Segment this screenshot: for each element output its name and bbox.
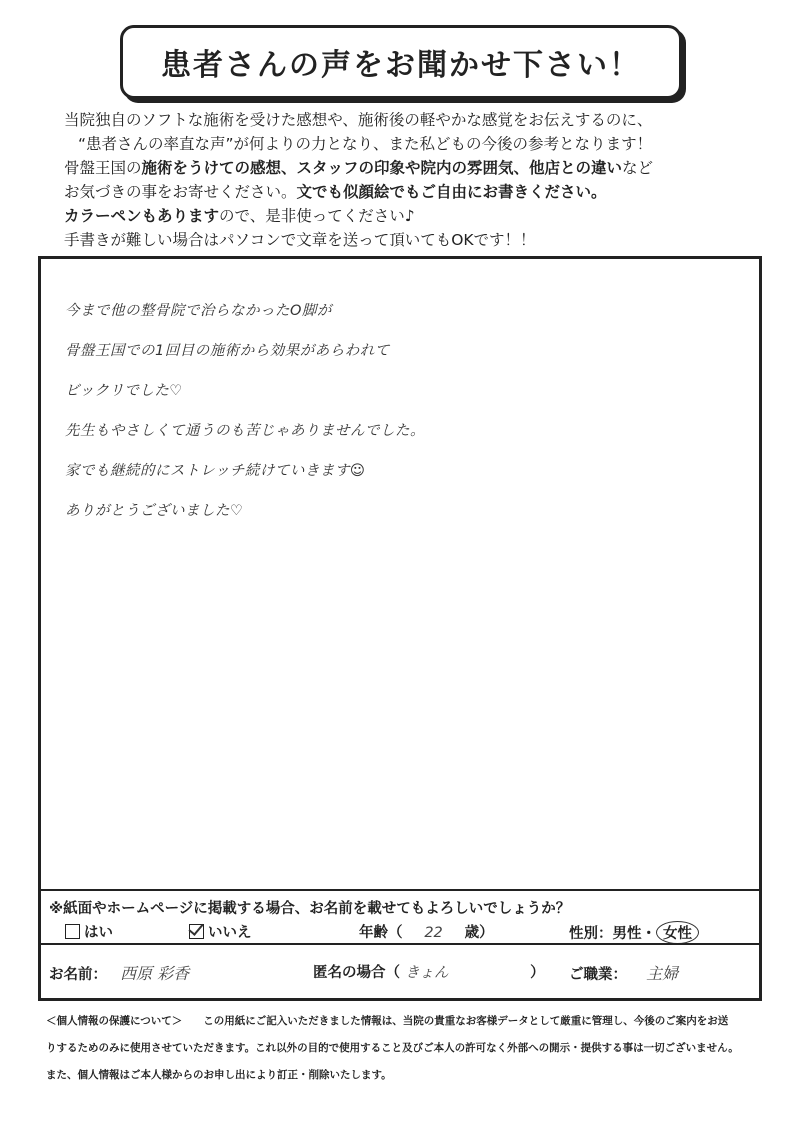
gender-female-selected[interactable]: 女性 [656,921,699,944]
intro-line-5 [64,204,764,228]
no-checkbox[interactable] [189,924,204,939]
gender-male[interactable]: 男性 [612,926,642,942]
intro-line-5-b: ので、是非使ってください♪ [219,207,415,225]
comment-box [38,256,762,1001]
intro-line-5-a: カラーペンもあります [64,207,220,225]
handwritten-comment [65,291,425,531]
name-row [41,943,759,1000]
option-yes[interactable] [65,921,113,942]
anonymous-field [313,961,545,982]
option-no[interactable] [189,921,252,942]
age-value[interactable]: 22 [424,925,443,941]
handwritten-line: ありがとうございました♡ [65,503,244,519]
gender-separator: ・ [641,926,656,942]
intro-line-3 [64,156,764,180]
handwritten-line: 家でも継続的にストレッチ続けていきます☺ [65,463,366,479]
intro-line-2: “患者さんの率直な声”が何よりの力となり、また私どもの今後の参考となります！ [78,135,653,153]
job-label: ご職業： [569,967,627,983]
footer-line-1: ＜個人情報の保護について＞ この用紙にご記入いただきました情報は、当院の貴重なお客様データとして厳重に管理し、今後のご案内をお送 [46,1015,729,1027]
age-suffix: 歳） [464,925,494,941]
intro-line-6: 手書きが難しい場合はパソコンで文章を送って頂いてもOKです！！ [64,231,536,249]
yes-label: はい [84,925,113,941]
job-field [569,961,678,984]
intro-line-4 [64,180,764,204]
age-label: 年齢（ [359,925,403,941]
anonymous-close: ） [530,965,545,981]
title-box [120,25,682,99]
handwritten-line: 骨盤王国での1回目の施術から効果があらわれて [65,343,390,359]
gender-label: 性別： [569,926,613,942]
name-value[interactable]: 西原 彩香 [120,964,190,983]
handwritten-line: 今まで他の整骨院で治らなかったO脚が [65,303,332,319]
handwritten-line: 先生もやさしくて通うのも苦じゃありませんでした。 [65,423,425,439]
anonymous-value[interactable]: きょん [405,965,449,981]
name-label: お名前： [49,967,107,983]
footer-line-3: また、個人情報はご本人様からのお申し出により訂正・削除いたします。 [46,1069,392,1081]
job-value[interactable]: 主婦 [646,964,679,983]
yes-checkbox[interactable] [65,924,80,939]
intro-line-3-b: 施術をうけての感想、スタッフの印象や院内の雰囲気、他店との違い [141,159,623,177]
intro-line-4-a: お気づきの事をお寄せください。 [64,183,297,201]
intro-line-4-b: 文でも似顔絵でもご自由にお書きください。 [296,183,607,201]
age-field [359,921,494,942]
handwritten-line: ビックリでした♡ [65,383,183,399]
no-label: いいえ [208,925,252,941]
page-title: 患者さんの声をお聞かせ下さい！ [161,48,641,83]
gender-field [569,921,699,944]
intro-line-3-c: など [622,159,654,177]
anonymous-label: 匿名の場合（ [313,965,400,981]
intro-line-1: 当院独自のソフトな施術を受けた感想や、施術後の軽やかな感覚をお伝えするのに、 [64,111,653,129]
intro-line-3-a: 骨盤王国の [64,159,142,177]
consent-question: ※紙面やホームページに掲載する場合、お名前を載せてもよろしいでしょうか？ [49,901,571,917]
footer-line-2: りするためのみに使用させていただきます。これ以外の目的で使用すること及びご本人の許可なく外部への開示・提供する事は一切ございません。 [46,1042,739,1054]
intro-text [64,108,764,252]
privacy-footer [46,1008,766,1089]
name-field [49,961,189,984]
consent-row [41,889,759,943]
